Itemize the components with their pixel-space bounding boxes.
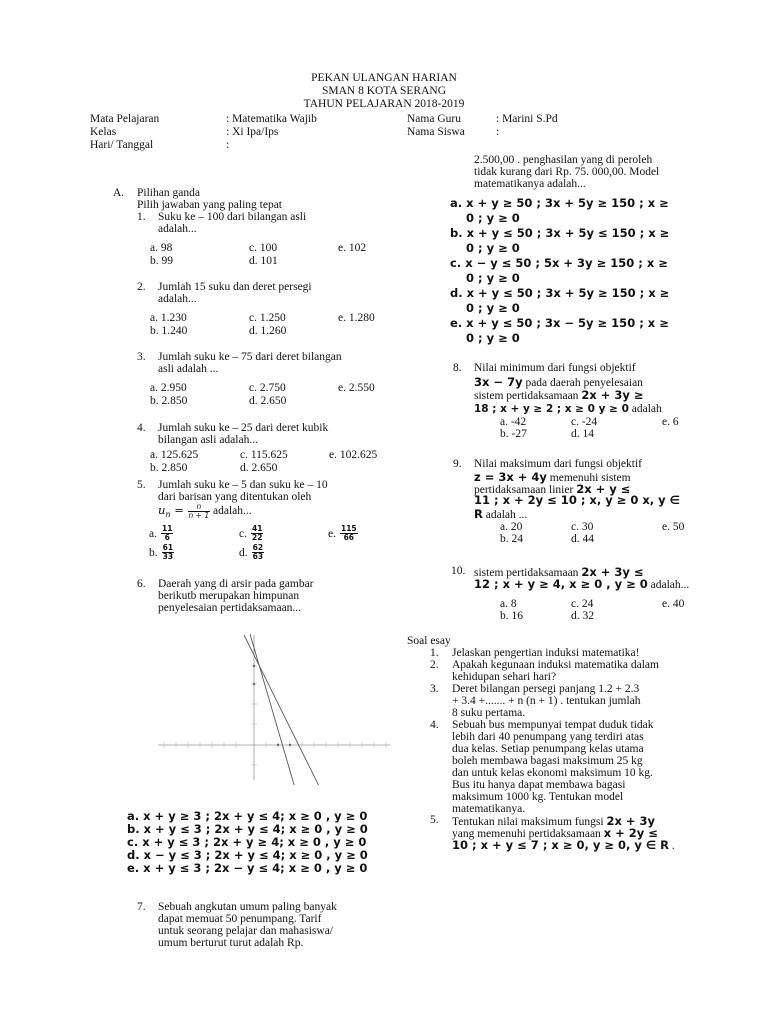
q6-number: 6. — [137, 578, 146, 590]
q5-number: 5. — [137, 479, 146, 491]
q7-cont-3: matematikanya adalah... — [474, 178, 586, 190]
q3-option-e: e. 2.550 — [338, 382, 375, 394]
q1-option-d: d. 101 — [249, 255, 278, 267]
q3-option-b: b. 2.850 — [150, 395, 188, 407]
q4-text-1: Jumlah suku ke – 25 dari deret kubik — [158, 422, 329, 434]
q6-option-a: a. x + y ≥ 3 ; 2x + y ≤ 4; x ≥ 0 , y ≥ 0 — [127, 809, 368, 823]
q9-text-2: z = 3x + 4y memenuhi sistem — [474, 470, 631, 484]
q1-option-a: a. 98 — [150, 242, 173, 254]
q3-option-c: c. 2.750 — [249, 382, 286, 394]
essay-3-number: 3. — [430, 683, 439, 695]
q7-option-c-2: 0 ; y ≥ 0 — [466, 271, 520, 285]
q4-text-2: bilangan asli adalah... — [158, 434, 258, 446]
q3-number: 3. — [137, 351, 146, 363]
q7-text-3: untuk seorang pelajar dan mahasiswa/ — [158, 925, 333, 937]
hari-label: Hari/ Tanggal — [90, 139, 154, 151]
line-x-plus-y-3 — [250, 634, 295, 785]
q4-option-d: d. 2.650 — [240, 462, 278, 474]
essay-4-text-6: Bus itu hanya dapat membawa bagasi — [452, 779, 626, 791]
q7-cont-1: 2.500,00 . penghasilan yang di peroleh — [474, 154, 653, 166]
q7-option-a-2: 0 ; y ≥ 0 — [466, 211, 520, 225]
siswa-label: Nama Siswa — [407, 126, 465, 138]
q7-option-d-2: 0 ; y ≥ 0 — [466, 301, 520, 315]
q3-text-1: Jumlah suku ke – 75 dari deret bilangan — [158, 351, 342, 363]
q5-formula-sub: n — [165, 510, 171, 520]
q9-number: 9. — [453, 458, 462, 470]
q9-text-1: Nilai maksimum dari fungsi objektif — [474, 458, 643, 470]
essay-4-text-5: dan untuk kelas ekonomi maksimum 10 kg. — [452, 767, 653, 779]
essay-5-text-2: yang memenuhi pertidaksamaan x + 2y ≤ — [452, 826, 658, 840]
q3-text-2: asli adalah ... — [158, 363, 219, 375]
q9-text-4: 11 ; x + 2y ≤ 10 ; x, y ≥ 0 x, y ∈ — [474, 493, 680, 507]
mapel-value: : Matematika Wajib — [226, 113, 317, 125]
q10-text-2: 12 ; x + y ≥ 4, x ≥ 0 , y ≥ 0 adalah... — [474, 577, 690, 591]
q6-text-2: berikutb merupakan himpunan — [158, 590, 300, 602]
q10-option-d: d. 32 — [571, 610, 594, 622]
guru-label: Nama Guru — [407, 113, 461, 125]
q6-graph — [150, 630, 400, 785]
q5-option-d: d. $\frac{62}{63}$ — [239, 542, 264, 561]
essay-5-text-3: 10 ; x + y ≤ 7 ; x ≥ 0, y ≥ 0, y ∈ R . — [452, 838, 675, 852]
q10-option-b: b. 16 — [500, 610, 523, 622]
essay-4-text-4: boleh membawa bagasi maksimum 25 kg — [452, 755, 643, 767]
q6-text-1: Daerah yang di arsir pada gambar — [158, 578, 314, 590]
q7-option-a-1: a. x + y ≥ 50 ; 3x + 5y ≥ 150 ; x ≥ — [450, 196, 669, 210]
q7-text-2: dapat memuat 50 penumpang. Tarif — [158, 913, 322, 925]
essay-4-number: 4. — [430, 719, 439, 731]
q1-option-b: b. 99 — [150, 255, 173, 267]
q10-option-a: a. 8 — [500, 598, 517, 610]
q5-formula-u: u — [158, 503, 166, 517]
q9-option-b: b. 24 — [500, 533, 523, 545]
essay-5-text-1: Tentukan nilai maksimum fungsi 2x + 3y — [452, 814, 655, 828]
q6-option-d: d. x − y ≤ 3 ; 2x + y ≤ 4; x ≥ 0 , y ≥ 0 — [127, 848, 368, 862]
q4-option-a: a. 125.625 — [150, 449, 199, 461]
kelas-value: : Xi Ipa/Ips — [226, 126, 279, 138]
q5-formula-eq: = — [170, 503, 188, 517]
essay-4-text-8: matematikanya. — [452, 803, 526, 815]
q5-formula-den: n + 1 — [188, 510, 210, 520]
q6-text-3: penyelesaian pertidaksamaan... — [158, 602, 302, 614]
q5-option-e: e. $\frac{115}{66}$ — [328, 523, 357, 542]
q1-text-2: adalah... — [158, 223, 197, 235]
q9-option-e: e. 50 — [662, 521, 685, 533]
section-letter: A. — [113, 187, 125, 199]
essay-1-number: 1. — [430, 647, 439, 659]
q8-option-d: d. 14 — [571, 428, 594, 440]
q9-option-c: c. 30 — [571, 521, 594, 533]
q2-option-a: a. 1.230 — [150, 312, 187, 324]
hari-value: : — [226, 139, 230, 151]
q10-text-1: sistem pertidaksamaan 2x + 3y ≤ — [474, 565, 644, 579]
q5-formula-num: n — [188, 503, 211, 512]
essay-2-number: 2. — [430, 659, 439, 671]
q4-option-c: c. 115.625 — [240, 449, 288, 461]
q2-option-d: d. 1.260 — [249, 325, 287, 337]
section-instruction: Pilih jawaban yang paling tepat — [137, 199, 282, 211]
q5-formula-tail: adalah... — [210, 505, 252, 517]
q4-option-b: b. 2.850 — [150, 462, 188, 474]
q7-option-e-1: e. x + y ≤ 50 ; 3x − 5y ≥ 150 ; x ≥ — [450, 316, 669, 330]
q2-number: 2. — [137, 281, 146, 293]
guru-value: : Marini S.Pd — [496, 113, 558, 125]
point-y3 — [253, 665, 255, 667]
header-title-2: SMAN 8 KOTA SERANG — [322, 85, 446, 97]
q10-option-c: c. 24 — [571, 598, 594, 610]
q7-number: 7. — [137, 901, 146, 913]
point-x3 — [289, 744, 291, 746]
q8-text-4: 18 ; x + y ≥ 2 ; x ≥ 0 y ≥ 0 adalah — [474, 403, 662, 415]
q2-option-e: e. 1.280 — [338, 312, 375, 324]
q5-text-1: Jumlah suku ke – 5 dan suku ke – 10 — [158, 479, 328, 491]
q8-option-a: a. -42 — [500, 416, 527, 428]
q4-number: 4. — [137, 422, 146, 434]
q7-cont-2: tidak kurang dari Rp. 75. 000,00. Model — [474, 166, 660, 178]
q5-option-a: a. $\frac{11}{6}$ — [149, 523, 173, 542]
essay-3-text-2: + 3.4 +....... + n (n + 1) . tentukan jumlah — [452, 695, 641, 707]
essay-4-text-1: Sebuah bus mempunyai tempat duduk tidak — [452, 719, 654, 731]
line-2x-plus-y-4 — [244, 635, 320, 785]
essay-4-text-7: maksimum 1000 kg. Tentukan model — [452, 791, 624, 803]
kelas-label: Kelas — [90, 126, 117, 138]
q7-option-b-2: 0 ; y ≥ 0 — [466, 241, 520, 255]
point-x2 — [277, 744, 279, 746]
q6-option-b: b. x + y ≤ 3 ; 2x + y ≤ 4; x ≥ 0 , y ≥ 0 — [127, 822, 368, 836]
essay-2-text-2: kehidupan sehari hari? — [452, 671, 557, 683]
q2-text-2: adalah... — [158, 293, 197, 305]
q2-text-1: Jumlah 15 suku dan deret persegi — [158, 281, 312, 293]
q8-text-3: sistem pertidaksamaan 2x + 3y ≥ — [474, 388, 644, 402]
header-title-3: TAHUN PELAJARAN 2018-2019 — [303, 98, 465, 110]
siswa-value: : — [496, 126, 500, 138]
q5-option-c: c. $\frac{41}{22}$ — [239, 523, 263, 542]
q7-option-c-1: c. x − y ≤ 50 ; 5x + 3y ≥ 150 ; x ≥ — [450, 256, 668, 270]
q9-option-a: a. 20 — [500, 521, 523, 533]
q3-option-d: d. 2.650 — [249, 395, 287, 407]
section-title: Pilihan ganda — [137, 187, 200, 199]
q8-option-b: b. -27 — [500, 428, 527, 440]
essay-3-text-3: 8 suku pertama. — [452, 707, 526, 719]
q6-option-c: c. x + y ≤ 3 ; 2x + y ≥ 4; x ≥ 0 , y ≥ 0 — [127, 835, 367, 849]
q7-text-4: umum berturut turut adalah Rp. — [158, 937, 304, 949]
q5-text-2: dari barisan yang ditentukan oleh — [158, 491, 312, 503]
essay-4-text-2: lebih dari 40 penumpang yang terdiri atas — [452, 731, 644, 743]
point-y4 — [253, 683, 255, 685]
header-title-1: PEKAN ULANGAN HARIAN — [311, 72, 457, 84]
q5-formula — [158, 502, 252, 522]
q8-text-1: Nilai minimum dari fungsi objektif — [474, 362, 636, 374]
q4-option-e: e. 102.625 — [329, 449, 378, 461]
q1-option-e: e. 102 — [338, 242, 367, 254]
q7-option-b-1: b. x + y ≤ 50 ; 3x + 5y ≤ 150 ; x ≥ — [450, 226, 670, 240]
q7-option-d-1: d. x + y ≤ 50 ; 3x + 5y ≥ 150 ; x ≥ — [450, 286, 670, 300]
q9-text-3: pertidaksamaan linier 2x + y ≤ — [474, 482, 631, 496]
q2-option-c: c. 1.250 — [249, 312, 286, 324]
essay-4-text-3: dua kelas. Setiap penumpang kelas utama — [452, 743, 644, 755]
essay-title: Soal esay — [407, 635, 451, 647]
q9-option-d: d. 44 — [571, 533, 594, 545]
q7-option-e-2: 0 ; y ≥ 0 — [466, 331, 520, 345]
q8-text-2: 3x − 7y pada daerah penyelesaian — [474, 375, 643, 389]
essay-3-text-1: Deret bilangan persegi panjang 1.2 + 2.3 — [452, 683, 640, 695]
q1-option-c: c. 100 — [249, 242, 278, 254]
q3-option-a: a. 2.950 — [150, 382, 187, 394]
q7-text-1: Sebuah angkutan umum paling banyak — [158, 901, 337, 913]
mapel-label: Mata Pelajaran — [90, 113, 160, 125]
q6-option-e: e. x + y ≤ 3 ; 2x − y ≤ 4; x ≥ 0 , y ≥ 0 — [127, 861, 368, 875]
essay-2-text-1: Apakah kegunaan induksi matematika dalam — [452, 659, 659, 671]
q10-number: 10. — [451, 565, 466, 577]
essay-5-number: 5. — [430, 814, 439, 826]
q9-text-5: R adalah ... — [474, 507, 528, 521]
q1-text-1: Suku ke – 100 dari bilangan asli — [158, 211, 307, 223]
q8-option-c: c. -24 — [571, 416, 598, 428]
q10-option-e: e. 40 — [662, 598, 685, 610]
q8-number: 8. — [453, 362, 462, 374]
q2-option-b: b. 1.240 — [150, 325, 188, 337]
q1-number: 1. — [137, 211, 146, 223]
q8-option-e: e. 6 — [662, 416, 679, 428]
essay-1-text: Jelaskan pengertian induksi matematika! — [452, 647, 640, 659]
q5-option-b: b. $\frac{61}{33}$ — [149, 542, 174, 561]
